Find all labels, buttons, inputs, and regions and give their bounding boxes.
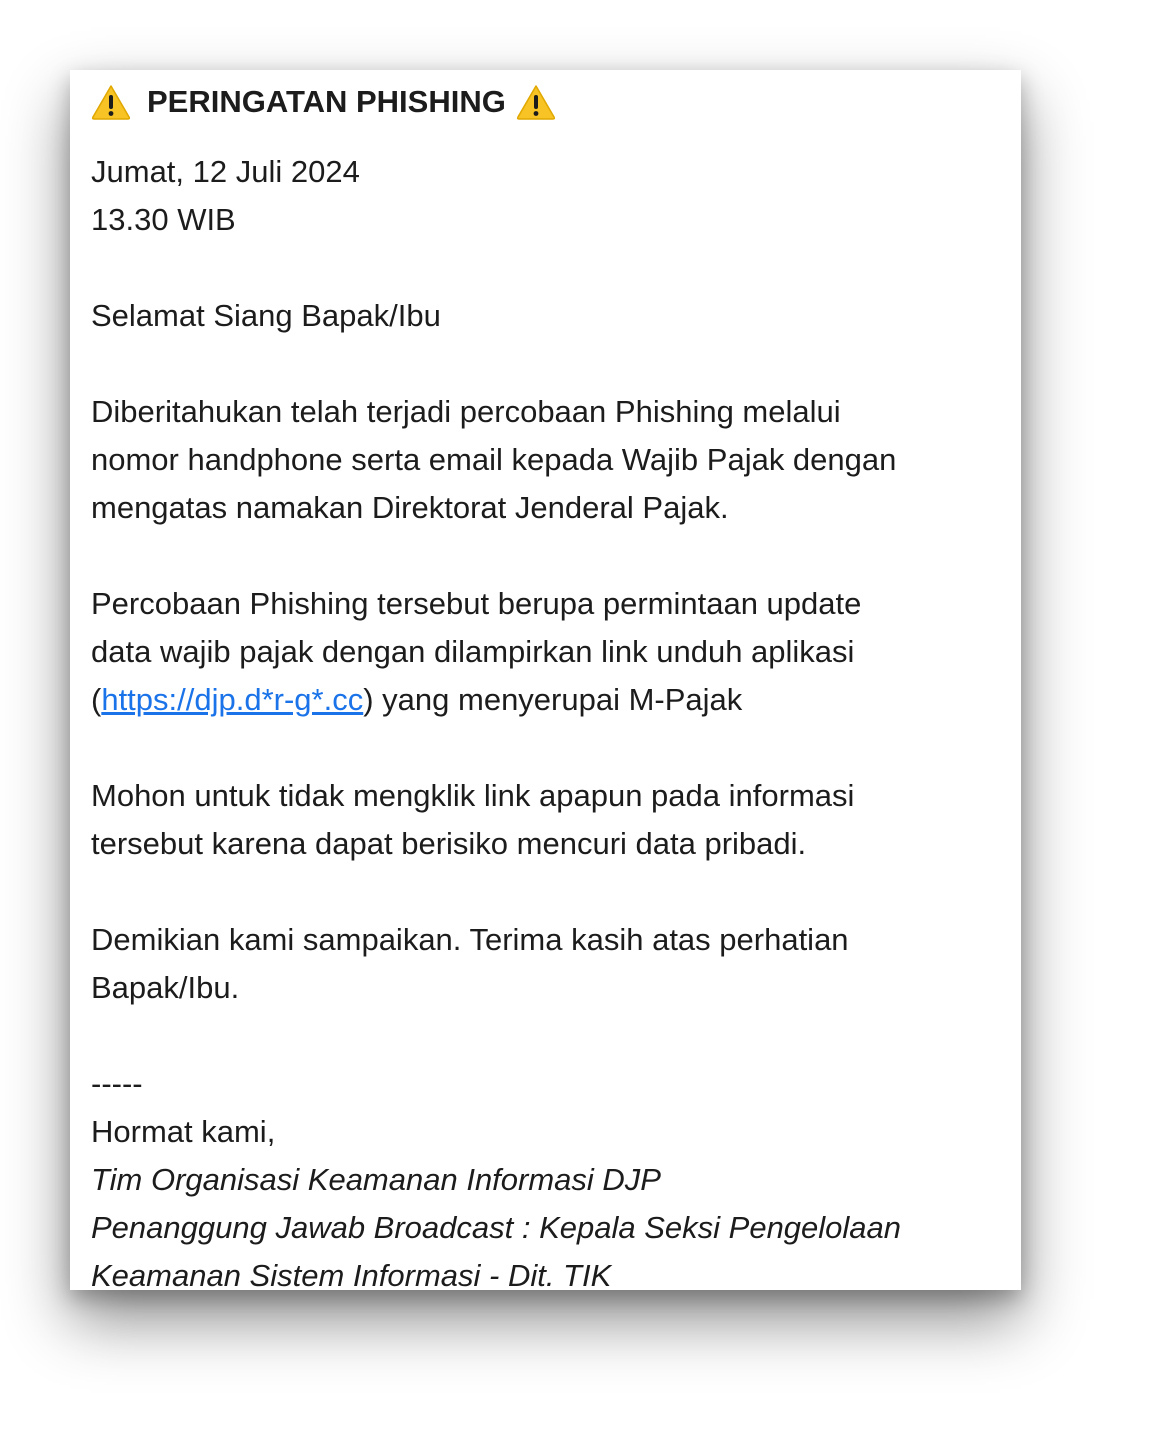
- warning-icon: [91, 84, 131, 120]
- after-link-text: ) yang menyerupai M-Pajak: [363, 682, 743, 717]
- closing: Hormat kami,: [91, 1114, 276, 1149]
- signature-line: Keamanan Sistem Informasi - Dit. TIK: [91, 1258, 612, 1293]
- paragraph-line: Percobaan Phishing tersebut berupa permintaan update: [91, 586, 862, 621]
- paragraph-line: data wajib pajak dengan dilampirkan link unduh aplikasi: [91, 634, 855, 669]
- message-date: Jumat, 12 Juli 2024: [91, 154, 360, 189]
- paragraph-line: Mohon untuk tidak mengklik link apapun pada informasi: [91, 778, 855, 813]
- paragraph-line: Diberitahukan telah terjadi percobaan Phishing melalui: [91, 394, 841, 429]
- signature-line: Tim Organisasi Keamanan Informasi DJP: [91, 1162, 661, 1197]
- open-paren: (: [91, 682, 102, 717]
- message-title: PERINGATAN PHISHING: [147, 84, 506, 119]
- paragraph-line-with-link: [91, 676, 1021, 724]
- message-title-row: [91, 78, 556, 126]
- phishing-link[interactable]: https://djp.d*r-g*.cc: [101, 682, 364, 717]
- paragraph-line: Demikian kami sampaikan. Terima kasih atas perhatian: [91, 922, 849, 957]
- message-time: 13.30 WIB: [91, 202, 236, 237]
- greeting: Selamat Siang Bapak/Ibu: [91, 298, 441, 333]
- paragraph-line: nomor handphone serta email kepada Wajib Pajak dengan: [91, 442, 897, 477]
- paragraph-line: tersebut karena dapat berisiko mencuri data pribadi.: [91, 826, 807, 861]
- separator: -----: [91, 1066, 143, 1101]
- warning-icon: [516, 84, 556, 120]
- signature-line: Penanggung Jawab Broadcast : Kepala Seksi Pengelolaan: [91, 1210, 902, 1245]
- paragraph-line: Bapak/Ibu.: [91, 970, 240, 1005]
- message-card: [70, 70, 1021, 1293]
- paragraph-line: mengatas namakan Direktorat Jenderal Pajak.: [91, 490, 729, 525]
